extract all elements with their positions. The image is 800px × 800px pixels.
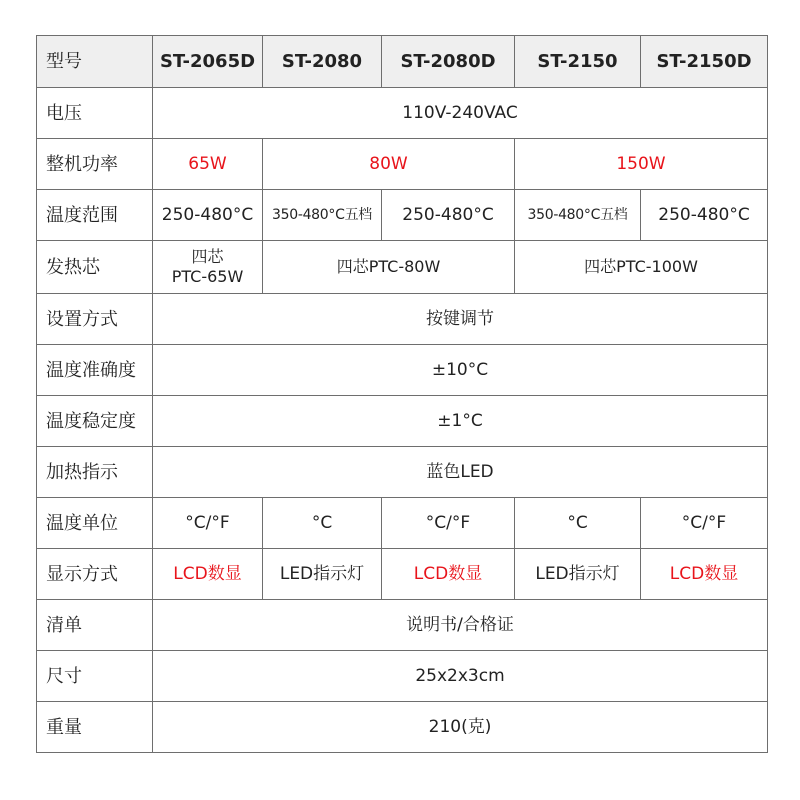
row-heater	[37, 241, 768, 294]
row-setting	[37, 294, 768, 345]
display-2150: LED指示灯	[515, 549, 641, 600]
row-label-size: 尺寸	[37, 651, 153, 702]
row-label-package: 清单	[37, 600, 153, 651]
row-label-display: 显示方式	[37, 549, 153, 600]
row-label-voltage: 电压	[37, 88, 153, 139]
temp-accuracy-value: ±10°C	[153, 345, 768, 396]
power-value-2150: 150W	[515, 139, 768, 190]
heat-indicator-value: 蓝色LED	[153, 447, 768, 498]
row-heat-indicator	[37, 447, 768, 498]
row-label-power: 整机功率	[37, 139, 153, 190]
row-label-temp-range: 温度范围	[37, 190, 153, 241]
setting-value: 按键调节	[153, 294, 768, 345]
row-label-temp-stability: 温度稳定度	[37, 396, 153, 447]
display-2150d: LCD数显	[641, 549, 768, 600]
heater-line-1: 四芯	[191, 247, 224, 266]
temp-unit-2150d: °C/°F	[641, 498, 768, 549]
row-label-heater: 发热芯	[37, 241, 153, 294]
temp-range-2080d: 250-480°C	[382, 190, 515, 241]
power-value-2080: 80W	[263, 139, 515, 190]
temp-range-2065d: 250-480°C	[153, 190, 263, 241]
heater-value-2080: 四芯PTC-80W	[263, 241, 515, 294]
heater-line-2: PTC-65W	[171, 267, 244, 286]
row-voltage	[37, 88, 768, 139]
model-st-2150: ST-2150	[515, 36, 641, 88]
row-size	[37, 651, 768, 702]
heater-value-2150: 四芯PTC-100W	[515, 241, 768, 294]
heater-value-2065d	[153, 241, 263, 294]
row-label-temp-accuracy: 温度准确度	[37, 345, 153, 396]
temp-unit-2080d: °C/°F	[382, 498, 515, 549]
row-display	[37, 549, 768, 600]
row-label-weight: 重量	[37, 702, 153, 753]
row-temp-range	[37, 190, 768, 241]
row-label-temp-unit: 温度单位	[37, 498, 153, 549]
temp-unit-2150: °C	[515, 498, 641, 549]
row-label-setting: 设置方式	[37, 294, 153, 345]
temp-stability-value: ±1°C	[153, 396, 768, 447]
temp-unit-2080: °C	[263, 498, 382, 549]
temp-unit-2065d: °C/°F	[153, 498, 263, 549]
display-2080: LED指示灯	[263, 549, 382, 600]
row-weight	[37, 702, 768, 753]
model-st-2150d: ST-2150D	[641, 36, 768, 88]
temp-range-2150d: 250-480°C	[641, 190, 768, 241]
row-power	[37, 139, 768, 190]
row-label-model: 型号	[37, 36, 153, 88]
temp-range-2080: 350-480°C五档	[263, 190, 382, 241]
power-value-2065d: 65W	[153, 139, 263, 190]
voltage-value: 110V-240VAC	[153, 88, 768, 139]
model-st-2065d: ST-2065D	[153, 36, 263, 88]
header-row	[37, 36, 768, 88]
row-label-heat-indicator: 加热指示	[37, 447, 153, 498]
row-temp-stability	[37, 396, 768, 447]
size-value: 25x2x3cm	[153, 651, 768, 702]
display-2080d: LCD数显	[382, 549, 515, 600]
weight-value: 210(克)	[153, 702, 768, 753]
model-st-2080d: ST-2080D	[382, 36, 515, 88]
display-2065d: LCD数显	[153, 549, 263, 600]
model-st-2080: ST-2080	[263, 36, 382, 88]
row-package	[37, 600, 768, 651]
spec-table	[36, 35, 768, 753]
row-temp-unit	[37, 498, 768, 549]
row-temp-accuracy	[37, 345, 768, 396]
package-value: 说明书/合格证	[153, 600, 768, 651]
temp-range-2150: 350-480°C五档	[515, 190, 641, 241]
